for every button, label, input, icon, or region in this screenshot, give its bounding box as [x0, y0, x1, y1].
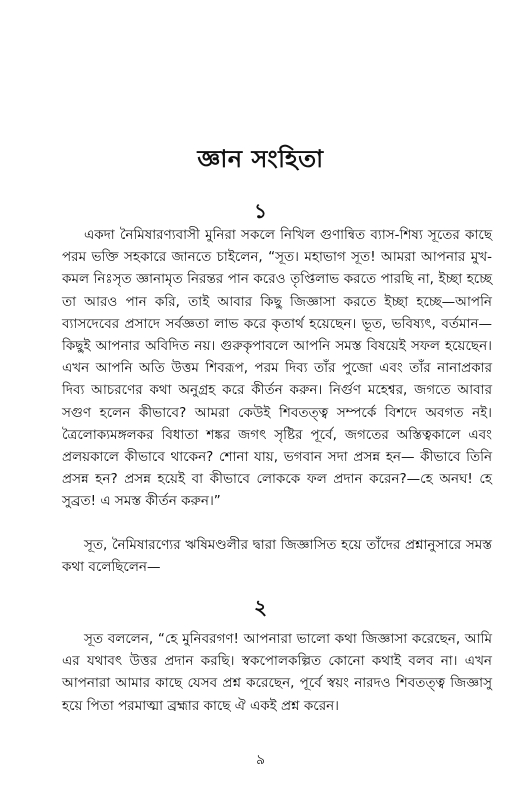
section-2-paragraph-1: সূত বললেন, “হে মুনিবরগণ! আপনারা ভালো কথা জিজ্ঞাসা করেছেন, আমি এর যথাবৎ উত্তর প্রদান করছি। স্বকপোলকল্পিত কোনো কথাই বলব না। এখন আপনারা আমার কাছে যেসব প্রশ্ন করেছেন, পূর্বে স্বয়ং নারদও শিবতত্ত্ব জিজ্ঞাসু হয়ে পিতা পরমাত্মা ব্রহ্মার কাছে ঐ একই প্রশ্ন করেন। [62, 631, 492, 714]
page-number: ৯ [255, 752, 266, 768]
section-1-paragraph-1: একদা নৈমিষারণ্যবাসী মুনিরা সকলে নিখিল গুণান্বিত ব্যাস-শিষ্য সূতের কাছে পরম ভক্তি সহকারে জানতে চাইলেন, “সূত। মহাভাগ সূত! আমরা আপনার মুখ-কমল নিঃসৃত জ্ঞানামৃত নিরন্তর পান করেও তৃপ্তিলাভ করতে পারছি না, ইচ্ছা হচ্ছে তা আরও পান করি, তাই আবার কিছু জিজ্ঞাসা করতে ইচ্ছা হচ্ছে—আপনি ব্যাসদেবের প্রসাদে সর্বজ্ঞতা লাভ করে কৃতার্থ হয়েছেন। ভূত, ভবিষ্যৎ, বর্তমান—কিছুই আপনার অবিদিত নয়। গুরুকৃপাবলে আপনি সমস্ত বিষয়েই সফল হয়েছেন। এখন আপনি অতি উত্তম শিবরূপ, পরম দিব্য তাঁর পুজো এবং তাঁর নানাপ্রকার দিব্য আচরণের কথা অনুগ্রহ করে কীর্তন করুন। নির্গুণ মহেশ্বর, জগতে আবার সগুণ হলেন কীভাবে? আমরা কেউই শিবতত্ত্ব সম্পর্কে বিশদে অবগত নই। ত্রৈলোক্যমঙ্গলকর বিধাতা শঙ্কর জগৎ সৃষ্টির পূর্বে, জগতের অস্তিত্বকালে এবং প্রলয়কালে কীভাবে থাকেন? শোনা যায়, ভগবান সদা প্রসন্ন হন— কীভাবে তিনি প্রসন্ন হন? প্রসন্ন হয়েই বা কীভাবে লোককে ফল প্রদান করেন?—হে অনঘ! হে সুব্রত! এ সমস্ত কীর্তন করুন।” [62, 227, 492, 510]
section-number-1: ১ [254, 199, 267, 223]
chapter-title: জ্ঞান সংহিতা [197, 145, 324, 173]
section-1-paragraph-2: সূত, নৈমিষারণ্যের ঋষিমণ্ডলীর দ্বারা জিজ্ঞাসিত হয়ে তাঁদের প্রশ্নানুসারে সমস্ত কথা বলেছিলেন— [62, 537, 492, 576]
section-number-2: ২ [253, 595, 267, 619]
